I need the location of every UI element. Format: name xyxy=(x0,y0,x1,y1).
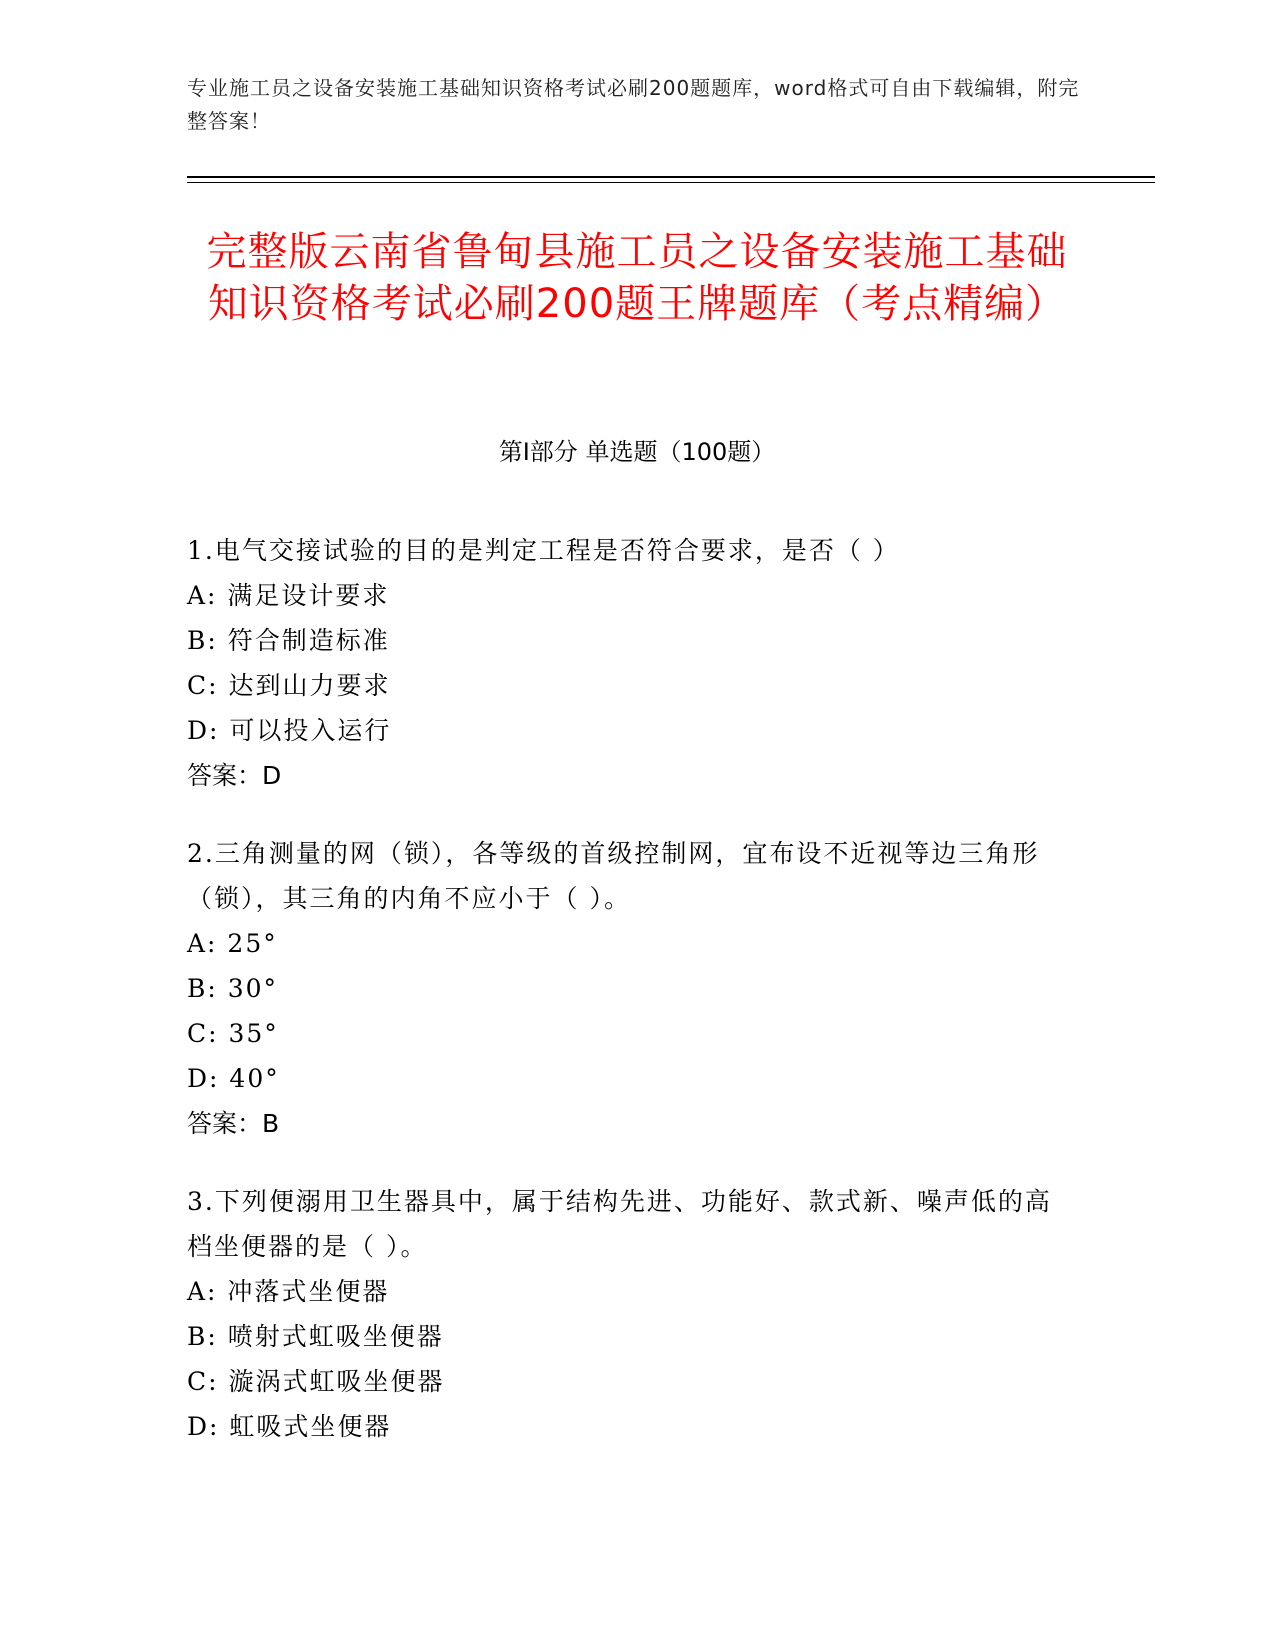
option-b: B: 喷射式虹吸坐便器 xyxy=(187,1322,444,1351)
option-b: B: 符合制造标准 xyxy=(187,626,390,655)
header-note: 专业施工员之设备安装施工基础知识资格考试必刷200题题库，word格式可自由下载编辑，附完整答案！ xyxy=(187,76,1080,133)
answer: 答案：D xyxy=(187,761,282,790)
section-title: 第Ⅰ部分 单选题（100题） xyxy=(498,438,776,466)
header-divider-thick xyxy=(187,176,1155,178)
option-c: C: 漩涡式虹吸坐便器 xyxy=(187,1367,445,1396)
option-c: C: 35° xyxy=(187,1019,279,1048)
option-b: B: 30° xyxy=(187,974,279,1003)
option-d: D: 虹吸式坐便器 xyxy=(187,1412,392,1441)
option-d: D: 40° xyxy=(187,1064,280,1093)
question-stem: 3.下列便溺用卫生器具中，属于结构先进、功能好、款式新、噪声低的高档坐便器的是（ ）。 xyxy=(187,1187,1052,1261)
option-d: D: 可以投入运行 xyxy=(187,716,392,745)
header-divider-thin xyxy=(187,182,1155,183)
question-1 xyxy=(187,528,1067,798)
option-a: A: 冲落式坐便器 xyxy=(187,1277,390,1306)
question-3 xyxy=(187,1179,1067,1449)
option-c: C: 达到山力要求 xyxy=(187,671,391,700)
question-stem: 1.电气交接试验的目的是判定工程是否符合要求，是否（ ） xyxy=(187,536,900,565)
document-title: 完整版云南省鲁甸县施工员之设备安装施工基础知识资格考试必刷200题王牌题库（考点精编） xyxy=(206,229,1068,327)
question-2 xyxy=(187,831,1067,1146)
question-stem: 2.三角测量的网（锁），各等级的首级控制网，宜布设不近视等边三角形（锁），其三角的内角不应小于（ ）。 xyxy=(187,839,1040,913)
option-a: A: 25° xyxy=(187,929,278,958)
question-list xyxy=(187,528,1067,1482)
answer: 答案：B xyxy=(187,1109,280,1138)
option-a: A: 满足设计要求 xyxy=(187,581,390,610)
